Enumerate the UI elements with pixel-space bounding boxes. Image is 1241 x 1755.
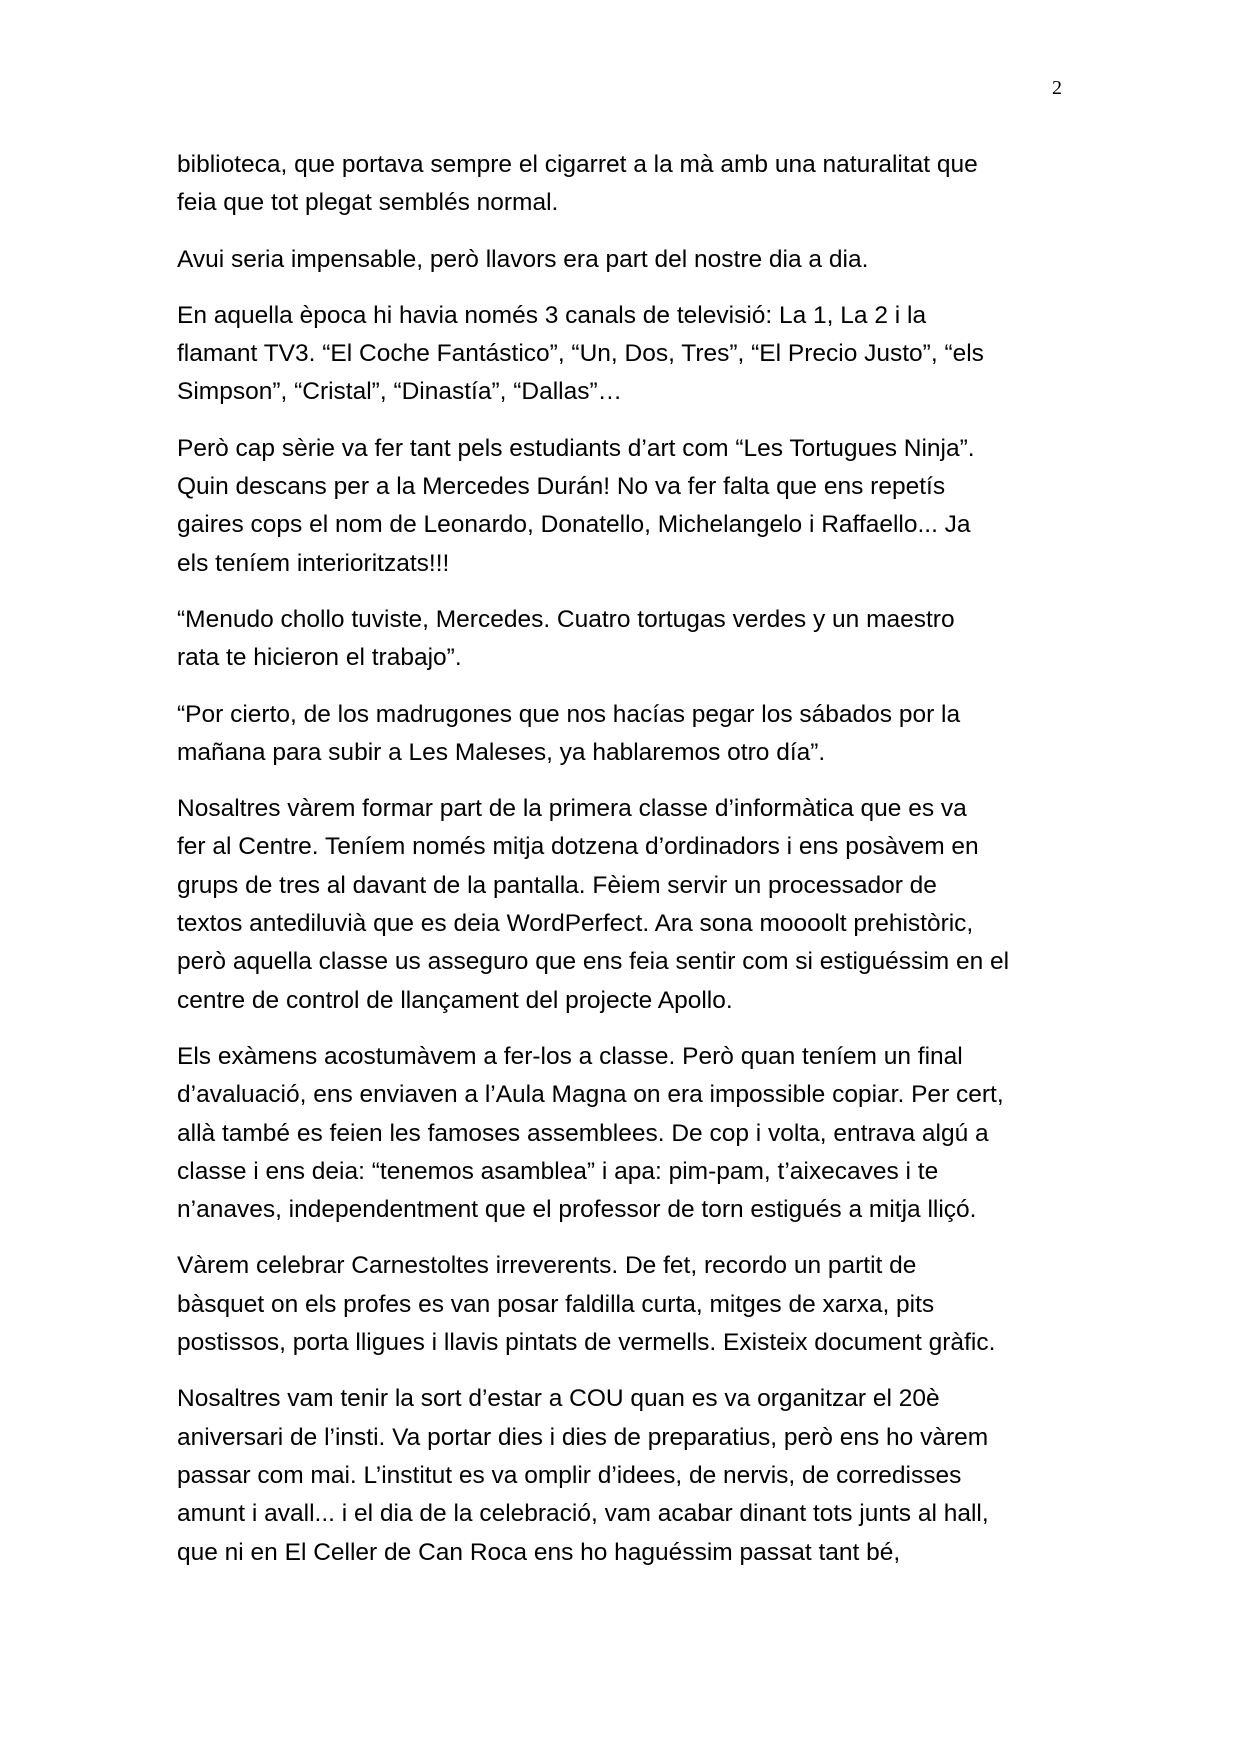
text-line: mañana para subir a Les Maleses, ya hablaremos otro día”. [177,738,826,766]
text-line: Avui seria impensable, però llavors era part del nostre dia a dia. [177,245,869,273]
text-line: En aquella època hi havia només 3 canals de televisió: La 1, La 2 i la [177,301,927,329]
text-line: “Menudo chollo tuviste, Mercedes. Cuatro tortugas verdes y un maestro [177,605,955,633]
text-line: Quin descans per a la Mercedes Durán! No va fer falta que ens repetís [177,473,946,501]
paragraph [177,1247,1077,1362]
text-line: Els exàmens acostumàvem a fer-los a classe. Però quan teníem un final [177,1042,963,1070]
text-line: postissos, porta lligues i llavis pintats de vermells. Existeix document gràfic. [177,1329,996,1357]
text-line: fer al Centre. Teníem només mitja dotzena d’ordinadors i ens posàvem en [177,833,979,861]
paragraph [177,146,1077,223]
text-line: passar com mai. L’institut es va omplir d’idees, de nervis, de corredisses [177,1461,962,1489]
text-line: feia que tot plegat semblés normal. [177,189,559,217]
text-line: flamant TV3. “El Coche Fantástico”, “Un, Dos, Tres”, “El Precio Justo”, “els [177,340,984,368]
text-line: d’avaluació, ens enviaven a l’Aula Magna on era impossible copiar. Per cert, [177,1081,1004,1109]
paragraph [177,790,1077,1020]
paragraph [177,696,1077,773]
text-line: Vàrem celebrar Carnestoltes irreverents. De fet, recordo un partit de [177,1252,917,1280]
text-line: n’anaves, independentment que el professor de torn estigués a mitja lliçó. [177,1196,977,1224]
text-line: classe i ens deia: “tenemos asamblea” i apa: pim-pam, t’aixecaves i te [177,1157,939,1185]
text-line: amunt i avall... i el dia de la celebració, vam acabar dinant tots junts al hall, [177,1500,989,1528]
text-line: gaires cops el nom de Leonardo, Donatello, Michelangelo i Raffaello... Ja [177,511,971,539]
text-line: Simpson”, “Cristal”, “Dinastía”, “Dallas”… [177,378,623,406]
paragraph [177,1038,1077,1229]
text-line: bàsquet on els profes es van posar faldilla curta, mitges de xarxa, pits [177,1290,935,1318]
text-line: “Por cierto, de los madrugones que nos hacías pegar los sábados por la [177,700,961,728]
body-text [177,146,1077,1590]
text-line: els teníem interioritzats!!! [177,549,450,577]
text-line: allà també es feien les famoses assemblees. De cop i volta, entrava algú a [177,1119,989,1147]
text-line: Però cap sèrie va fer tant pels estudiants d’art com “Les Tortugues Ninja”. [177,434,975,462]
text-line: però aquella classe us asseguro que ens feia sentir com si estiguéssim en el [177,948,1010,976]
paragraph [177,430,1077,583]
text-line: centre de control de llançament del projecte Apollo. [177,986,733,1014]
text-line: Nosaltres vàrem formar part de la primera classe d’informàtica que es va [177,795,967,823]
text-line: grups de tres al davant de la pantalla. Fèiem servir un processador de [177,871,937,899]
text-line: rata te hicieron el trabajo”. [177,644,462,672]
page-number: 2 [1052,77,1062,99]
text-line: aniversari de l’insti. Va portar dies i dies de preparatius, però ens ho vàrem [177,1423,989,1451]
paragraph [177,1380,1077,1571]
paragraph [177,297,1077,412]
text-line: textos antediluvià que es deia WordPerfect. Ara sona moooolt prehistòric, [177,910,974,938]
text-line: que ni en El Celler de Can Roca ens ho haguéssim passat tant bé, [177,1538,901,1566]
text-line: Nosaltres vam tenir la sort d’estar a COU quan es va organitzar el 20è [177,1385,940,1413]
text-line: biblioteca, que portava sempre el cigarret a la mà amb una naturalitat que [177,151,978,178]
paragraph [177,241,1077,279]
paragraph [177,601,1077,678]
